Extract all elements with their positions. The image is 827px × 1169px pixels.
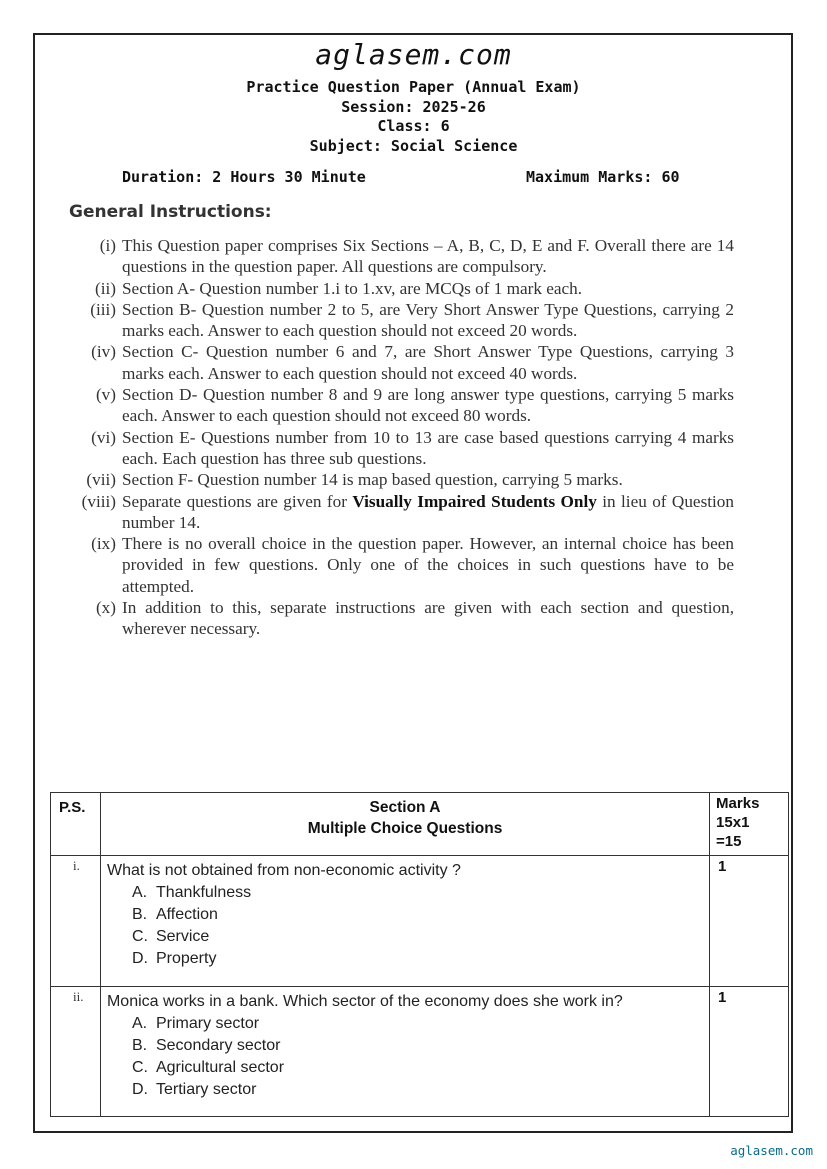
question-body [100, 856, 709, 987]
instruction-number: (iv) [91, 342, 116, 362]
question-text: What is not obtained from non-economic activity ? [106, 862, 461, 879]
table-header-row [51, 793, 789, 856]
general-instructions-title: General Instructions: [69, 202, 272, 222]
instruction-number: (i) [99, 236, 116, 255]
instruction-item [70, 299, 734, 342]
paper-title: Practice Question Paper (Annual Exam) [246, 78, 581, 96]
option-item [132, 948, 709, 970]
option-item [132, 882, 709, 904]
option-text: Affection [155, 906, 218, 923]
instruction-text-post: in lieu of Question number 14. [122, 491, 734, 532]
instruction-number: (ix) [91, 534, 116, 554]
marks-label: Marks [716, 795, 760, 812]
site-logo: aglasem.com [315, 38, 512, 71]
section-title: Section A [369, 799, 441, 816]
instruction-text: Section B- Question number 2 to 5, are Very Short Answer Type Questions, carrying 2 marks each. Answer to each question should not exceed 20 words. [122, 299, 734, 341]
option-text: Property [155, 950, 217, 967]
option-text: Agricultural sector [155, 1059, 285, 1076]
question-number: i. [51, 856, 101, 987]
instruction-item [70, 491, 734, 534]
instruction-text: There is no overall choice in the question paper. However, an internal choice has been provided in few questions. Only one of the choices in such questions have to be attempted. [122, 534, 734, 596]
instruction-number: (x) [95, 598, 116, 618]
option-label: B. [131, 906, 148, 923]
instruction-item [70, 278, 734, 299]
instruction-text: Section C- Question number 6 and 7, are Short Answer Type Questions, carrying 3 marks each. Answer to each question should not exceed 40 words. [122, 342, 734, 383]
instruction-text-pre: Separate questions are given for [122, 491, 353, 511]
option-item [132, 904, 709, 926]
instructions-list [70, 235, 734, 640]
instruction-number: (vi) [91, 427, 116, 447]
question-number: ii. [51, 987, 101, 1117]
questions-table [50, 792, 789, 1117]
instruction-text: Section D- Question number 8 and 9 are long answer type questions, carrying 5 marks each. Answer to each question should not exceed 80 words. [122, 385, 734, 426]
option-text: Secondary sector [155, 1037, 281, 1054]
instruction-text [122, 491, 734, 534]
ps-header: P.S. [51, 793, 101, 856]
question-text: Monica works in a bank. Which sector of the economy does she work in? [106, 993, 623, 1010]
option-item [132, 926, 709, 948]
option-label: A. [131, 1015, 148, 1032]
maximum-marks: Maximum Marks: 60 [526, 168, 680, 186]
option-label: D. [131, 950, 148, 967]
question-marks: 1 [710, 856, 789, 987]
options-list [107, 1013, 709, 1101]
option-item [132, 1013, 709, 1035]
question-body [100, 987, 709, 1117]
instruction-text: Section F- Question number 14 is map based question, carrying 5 marks. [122, 470, 623, 490]
marks-formula: 15x1 [716, 814, 750, 831]
table-row [51, 856, 789, 987]
option-item [132, 1057, 709, 1079]
instruction-item [70, 384, 734, 427]
options-list [107, 882, 709, 970]
instruction-number: (v) [95, 385, 116, 405]
instruction-item [70, 235, 734, 278]
instruction-text: In addition to this, separate instructions are given with each section and question, wherever necessary. [122, 598, 734, 639]
duration: Duration: 2 Hours 30 Minute [122, 168, 366, 186]
instruction-text: Section E- Questions number from 10 to 13 are case based questions carrying 4 marks each. Each question has three sub questions. [122, 427, 734, 468]
marks-total: =15 [716, 833, 742, 850]
session: Session: 2025-26 [341, 98, 486, 116]
instruction-number: (iii) [90, 299, 116, 319]
section-header [100, 793, 709, 856]
option-label: C. [131, 928, 148, 945]
option-label: B. [131, 1037, 148, 1054]
class: Class: 6 [377, 117, 450, 135]
instruction-item [70, 469, 734, 490]
option-text: Tertiary sector [155, 1081, 257, 1098]
instruction-text-bold: Visually Impaired Students Only [352, 491, 597, 511]
option-text: Thankfulness [155, 884, 252, 901]
option-item [132, 1079, 709, 1101]
instruction-item [70, 427, 734, 470]
footer-watermark: aglasem.com [730, 1143, 813, 1158]
instruction-number: (ii) [95, 278, 116, 298]
instruction-item [70, 533, 734, 597]
instruction-item [70, 341, 734, 384]
option-item [132, 1035, 709, 1057]
option-label: D. [131, 1081, 148, 1098]
table-row [51, 987, 789, 1117]
instruction-number: (vii) [86, 470, 116, 490]
instruction-text: This Question paper comprises Six Sections – A, B, C, D, E and F. Overall there are 14 questions in the question paper. All questions are compulsory. [122, 236, 734, 277]
option-text: Primary sector [155, 1015, 260, 1032]
option-label: A. [131, 884, 148, 901]
instruction-number: (viii) [81, 491, 116, 511]
option-text: Service [155, 928, 210, 945]
instruction-item [70, 597, 734, 640]
section-subtitle: Multiple Choice Questions [307, 820, 503, 837]
subject: Subject: Social Science [309, 137, 518, 155]
option-label: C. [131, 1059, 148, 1076]
question-marks: 1 [710, 987, 789, 1117]
instruction-text: Section A- Question number 1.i to 1.xv, are MCQs of 1 mark each. [122, 278, 582, 298]
marks-header [710, 793, 789, 856]
